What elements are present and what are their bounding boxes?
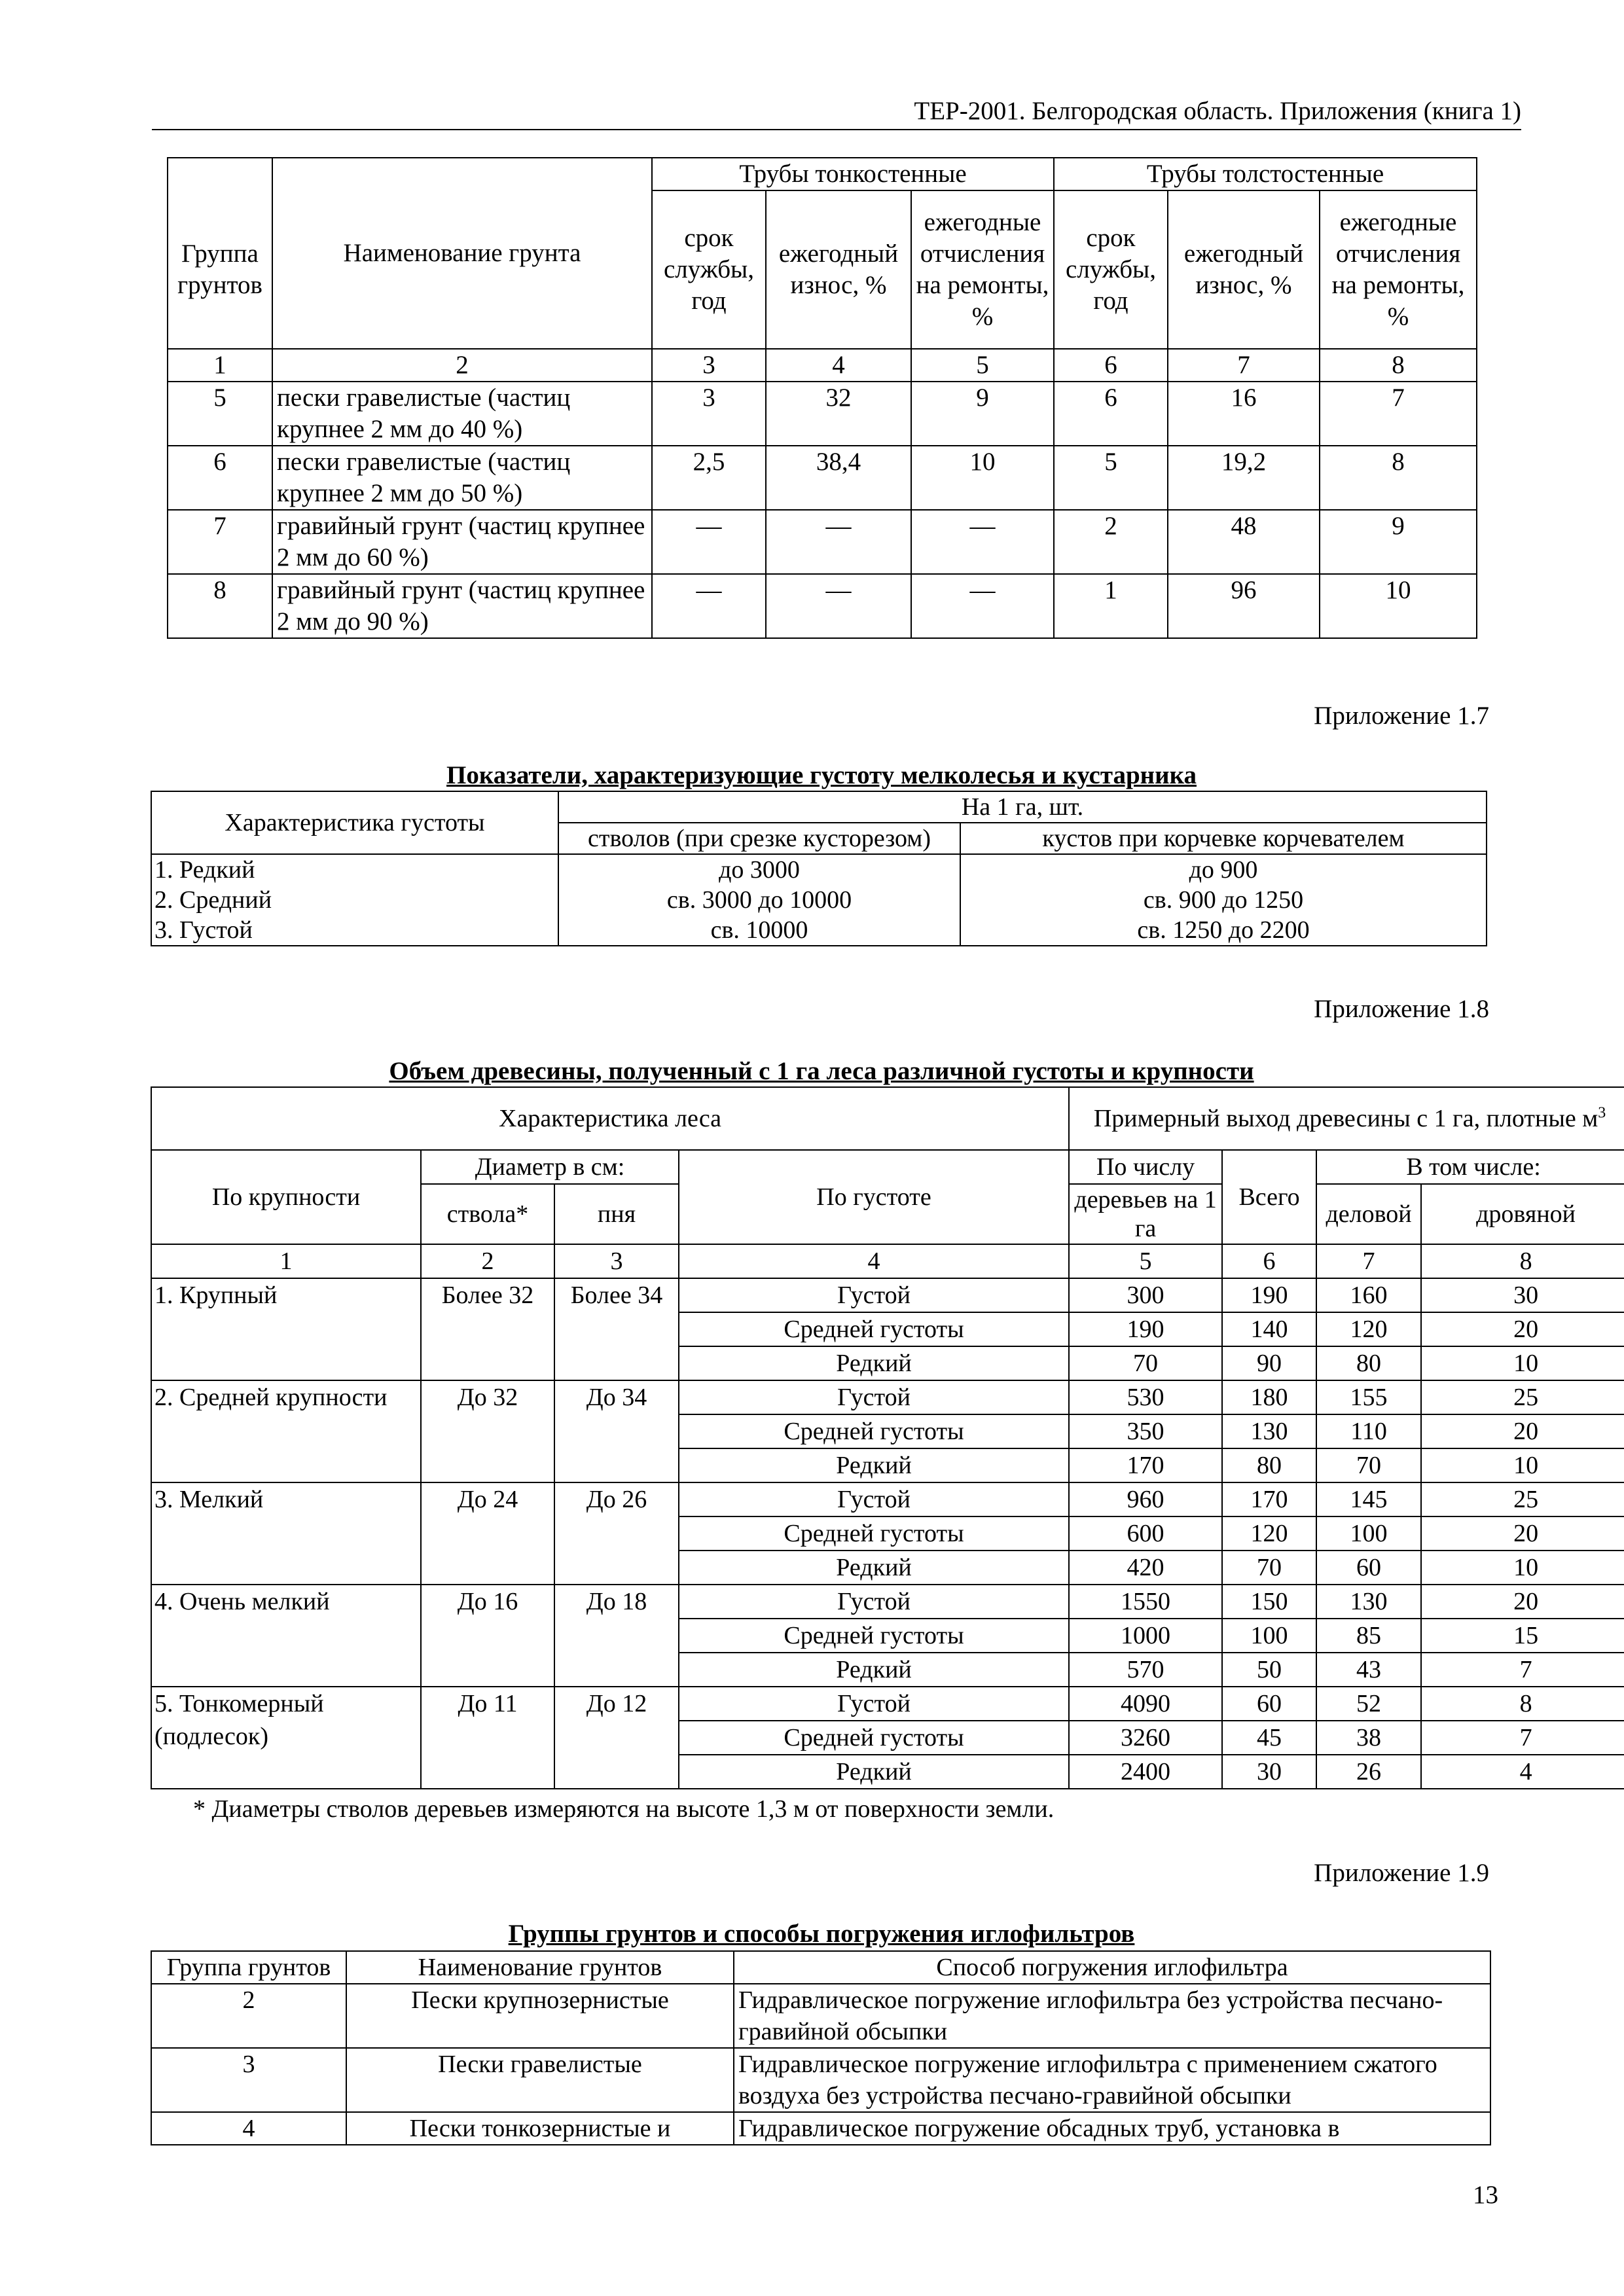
- cell-size: 4. Очень мелкий: [151, 1585, 421, 1687]
- header-soil-group: Группа грунтов: [151, 1951, 346, 1984]
- table-row: [168, 382, 1477, 446]
- cell-density: Густой: [679, 1278, 1069, 1312]
- cell-value: 96: [1168, 574, 1320, 638]
- cell-business: 38: [1316, 1721, 1421, 1755]
- page-number: 13: [1473, 2181, 1498, 2209]
- cell-firewood: 10: [1421, 1448, 1624, 1482]
- cell-value: 3: [652, 382, 766, 446]
- cell-total: 140: [1222, 1312, 1316, 1346]
- col-num: 8: [1421, 1244, 1624, 1278]
- cell-trees: 530: [1069, 1380, 1222, 1414]
- cell-density: Густой: [679, 1482, 1069, 1516]
- cell-business: 155: [1316, 1380, 1421, 1414]
- header-firewood: дровяной: [1421, 1184, 1624, 1244]
- appendix-label-1-8: Приложение 1.8: [1314, 995, 1489, 1023]
- table-row: [168, 446, 1477, 510]
- cell-density: Средней густоты: [679, 1516, 1069, 1551]
- cell-trees: 3260: [1069, 1721, 1222, 1755]
- cell-firewood: 10: [1421, 1346, 1624, 1380]
- cell-stump: До 26: [554, 1482, 679, 1585]
- table4-title: Группы грунтов и способы погружения иглофильтров: [508, 1920, 1135, 1948]
- header-thick-life: срок службы, год: [1054, 190, 1168, 349]
- cell-name: гравийный грунт (частиц крупнее 2 мм до 90 %): [272, 574, 652, 638]
- cell-total: 130: [1222, 1414, 1316, 1448]
- col-num: 7: [1168, 349, 1320, 382]
- cell-trees: 300: [1069, 1278, 1222, 1312]
- cell-density: Редкий: [679, 1551, 1069, 1585]
- cell-total: 190: [1222, 1278, 1316, 1312]
- cell-trees: 600: [1069, 1516, 1222, 1551]
- cell-business: 52: [1316, 1687, 1421, 1721]
- cell-total: 70: [1222, 1551, 1316, 1585]
- cell-name: 1. Редкий: [151, 854, 558, 885]
- cell-value: 5: [1054, 446, 1168, 510]
- header-method: Способ погружения иглофильтра: [734, 1951, 1490, 1984]
- cell-size: 3. Мелкий: [151, 1482, 421, 1585]
- cell-value: 9: [911, 382, 1054, 446]
- cell-group: 2: [151, 1984, 346, 2048]
- header-per-ha: На 1 га, шт.: [558, 791, 1487, 823]
- cell-group: 4: [151, 2112, 346, 2145]
- table-row: [151, 1585, 1624, 1619]
- cell-value: 10: [1320, 574, 1477, 638]
- density-table: [151, 791, 1487, 946]
- header-thin-wear: ежегодный износ, %: [766, 190, 911, 349]
- col-num: 3: [652, 349, 766, 382]
- cell-trees: 190: [1069, 1312, 1222, 1346]
- running-header: ТЕР-2001. Белгородская область. Приложения (книга 1): [914, 97, 1521, 125]
- cell-stump: До 12: [554, 1687, 679, 1789]
- col-num: 5: [911, 349, 1054, 382]
- header-by-count: По числу: [1069, 1150, 1222, 1184]
- cell-value: 2: [1054, 510, 1168, 574]
- cell-total: 120: [1222, 1516, 1316, 1551]
- cell-name: Пески крупнозернистые: [346, 1984, 734, 2048]
- cell-firewood: 20: [1421, 1312, 1624, 1346]
- cell-size: 1. Крупный: [151, 1278, 421, 1380]
- header-stump: пня: [554, 1184, 679, 1244]
- cell-name: Пески гравелистые: [346, 2048, 734, 2112]
- cell-firewood: 20: [1421, 1516, 1624, 1551]
- cell-density: Редкий: [679, 1346, 1069, 1380]
- cell-density: Густой: [679, 1380, 1069, 1414]
- timber-volume-table: [151, 1086, 1624, 1789]
- cell-density: Средней густоты: [679, 1312, 1069, 1346]
- header-bushes: кустов при корчевке корчевателем: [960, 823, 1487, 854]
- cell-total: 90: [1222, 1346, 1316, 1380]
- cell-method: Гидравлическое погружение иглофильтра с применением сжатого воздуха без устройства песчано-гравийной обсыпки: [734, 2048, 1490, 2112]
- cell-density: Густой: [679, 1687, 1069, 1721]
- cell-trunk: До 24: [421, 1482, 554, 1585]
- col-num: 1: [151, 1244, 421, 1278]
- cell-trunk: Более 32: [421, 1278, 554, 1380]
- cell-group: 6: [168, 446, 272, 510]
- cell-trunk: До 16: [421, 1585, 554, 1687]
- table-row: [151, 2112, 1490, 2145]
- wellpoint-table: [151, 1950, 1491, 2145]
- header-divider: [152, 129, 1521, 130]
- header-thick-repair: ежегодные отчисления на ремонты, %: [1320, 190, 1477, 349]
- table-row: [151, 915, 1487, 946]
- cell-value: 32: [766, 382, 911, 446]
- cell-business: 85: [1316, 1619, 1421, 1653]
- cell-trees: 170: [1069, 1448, 1222, 1482]
- cell-total: 150: [1222, 1585, 1316, 1619]
- cell-method: Гидравлическое погружение обсадных труб, установка в: [734, 2112, 1490, 2145]
- cell-value: —: [766, 574, 911, 638]
- cell-business: 26: [1316, 1755, 1421, 1789]
- cell-density: Средней густоты: [679, 1619, 1069, 1653]
- cell-density: Средней густоты: [679, 1721, 1069, 1755]
- cell-business: 145: [1316, 1482, 1421, 1516]
- cell-value: до 900: [960, 854, 1487, 885]
- cell-density: Редкий: [679, 1755, 1069, 1789]
- cell-firewood: 7: [1421, 1721, 1624, 1755]
- cell-trunk: До 11: [421, 1687, 554, 1789]
- cell-trees: 4090: [1069, 1687, 1222, 1721]
- cell-firewood: 8: [1421, 1687, 1624, 1721]
- cell-trees: 70: [1069, 1346, 1222, 1380]
- cell-business: 100: [1316, 1516, 1421, 1551]
- cell-name: пески гравелистые (частиц крупнее 2 мм до 40 %): [272, 382, 652, 446]
- cell-stump: До 18: [554, 1585, 679, 1687]
- header-density-char: Характеристика густоты: [151, 791, 558, 854]
- header-trees-per-ha: деревьев на 1 га: [1069, 1184, 1222, 1244]
- header-thin-pipes: Трубы тонкостенные: [652, 158, 1054, 190]
- cell-value: 19,2: [1168, 446, 1320, 510]
- cell-name: 2. Средний: [151, 885, 558, 915]
- cell-total: 170: [1222, 1482, 1316, 1516]
- col-num: 2: [272, 349, 652, 382]
- header-forest-char: Характеристика леса: [151, 1087, 1069, 1150]
- header-soil-names: Наименование грунтов: [346, 1951, 734, 1984]
- header-trunk: ствола*: [421, 1184, 554, 1244]
- header-business: деловой: [1316, 1184, 1421, 1244]
- cell-trees: 1550: [1069, 1585, 1222, 1619]
- header-density: По густоте: [679, 1150, 1069, 1244]
- table-row: [151, 1482, 1624, 1516]
- cell-stump: Более 34: [554, 1278, 679, 1380]
- cell-density: Густой: [679, 1585, 1069, 1619]
- cell-density: Редкий: [679, 1448, 1069, 1482]
- cell-size: 5. Тонкомерный (подлесок): [151, 1687, 421, 1789]
- cell-total: 80: [1222, 1448, 1316, 1482]
- cell-value: 2,5: [652, 446, 766, 510]
- col-num: 2: [421, 1244, 554, 1278]
- col-num: 4: [766, 349, 911, 382]
- column-number-row: [168, 349, 1477, 382]
- cell-firewood: 15: [1421, 1619, 1624, 1653]
- header-thin-life: срок службы, год: [652, 190, 766, 349]
- cell-business: 70: [1316, 1448, 1421, 1482]
- cell-total: 45: [1222, 1721, 1316, 1755]
- cell-trees: 350: [1069, 1414, 1222, 1448]
- table-row: [151, 1278, 1624, 1312]
- cell-stump: До 34: [554, 1380, 679, 1482]
- table3-footnote: * Диаметры стволов деревьев измеряются на высоте 1,3 м от поверхности земли.: [193, 1795, 1055, 1823]
- table-row: [151, 1984, 1490, 2048]
- col-num: 4: [679, 1244, 1069, 1278]
- cell-firewood: 25: [1421, 1482, 1624, 1516]
- cell-firewood: 10: [1421, 1551, 1624, 1585]
- col-num: 7: [1316, 1244, 1421, 1278]
- cell-value: 16: [1168, 382, 1320, 446]
- cell-business: 110: [1316, 1414, 1421, 1448]
- cell-business: 120: [1316, 1312, 1421, 1346]
- cell-value: 8: [1320, 446, 1477, 510]
- col-num: 5: [1069, 1244, 1222, 1278]
- header-thin-repair: ежегодные отчисления на ремонты, %: [911, 190, 1054, 349]
- header-including: В том числе:: [1316, 1150, 1624, 1184]
- cell-value: —: [911, 574, 1054, 638]
- cell-firewood: 30: [1421, 1278, 1624, 1312]
- header-output-text: Примерный выход древесины с 1 га, плотные м: [1093, 1105, 1598, 1132]
- cell-value: 6: [1054, 382, 1168, 446]
- col-num: 6: [1222, 1244, 1316, 1278]
- cell-firewood: 25: [1421, 1380, 1624, 1414]
- cell-trees: 960: [1069, 1482, 1222, 1516]
- appendix-label-1-9: Приложение 1.9: [1314, 1859, 1489, 1887]
- col-num: 1: [168, 349, 272, 382]
- col-num: 6: [1054, 349, 1168, 382]
- cell-firewood: 20: [1421, 1414, 1624, 1448]
- cell-value: —: [911, 510, 1054, 574]
- cell-firewood: 20: [1421, 1585, 1624, 1619]
- cell-group: 3: [151, 2048, 346, 2112]
- cell-firewood: 7: [1421, 1653, 1624, 1687]
- cell-name: Пески тонкозернистые и: [346, 2112, 734, 2145]
- appendix-label-1-7: Приложение 1.7: [1314, 702, 1489, 730]
- table-row: [151, 1380, 1624, 1414]
- cell-trees: 570: [1069, 1653, 1222, 1687]
- table-row: [168, 510, 1477, 574]
- cell-firewood: 4: [1421, 1755, 1624, 1789]
- cell-business: 60: [1316, 1551, 1421, 1585]
- cell-value: 10: [911, 446, 1054, 510]
- header-output: [1069, 1087, 1624, 1150]
- header-soil-group: [168, 158, 272, 349]
- header-output-sup: 3: [1598, 1104, 1606, 1122]
- cell-group: 5: [168, 382, 272, 446]
- cell-total: 60: [1222, 1687, 1316, 1721]
- cell-value: —: [652, 510, 766, 574]
- col-num: 3: [554, 1244, 679, 1278]
- cell-trunk: До 32: [421, 1380, 554, 1482]
- cell-value: 7: [1320, 382, 1477, 446]
- table-row: [151, 2048, 1490, 2112]
- cell-total: 30: [1222, 1755, 1316, 1789]
- table-row: [151, 1687, 1624, 1721]
- cell-trees: 1000: [1069, 1619, 1222, 1653]
- cell-trees: 2400: [1069, 1755, 1222, 1789]
- cell-value: —: [652, 574, 766, 638]
- cell-name: 3. Густой: [151, 915, 558, 946]
- header-soil-group-l1: Группа: [181, 240, 259, 268]
- header-stems: стволов (при срезке кусторезом): [558, 823, 960, 854]
- table2-title: Показатели, характеризующие густоту мелколесья и кустарника: [446, 761, 1197, 789]
- cell-method: Гидравлическое погружение иглофильтра без устройства песчано-гравийной обсыпки: [734, 1984, 1490, 2048]
- header-soil-group-l2: грунтов: [177, 271, 262, 299]
- cell-group: 8: [168, 574, 272, 638]
- header-soil-name: Наименование грунта: [272, 158, 652, 349]
- table-row: [151, 885, 1487, 915]
- column-number-row: [151, 1244, 1624, 1278]
- cell-total: 180: [1222, 1380, 1316, 1414]
- header-diameter: Диаметр в см:: [421, 1150, 679, 1184]
- cell-name: пески гравелистые (частиц крупнее 2 мм до 50 %): [272, 446, 652, 510]
- header-size: По крупности: [151, 1150, 421, 1244]
- cell-total: 100: [1222, 1619, 1316, 1653]
- cell-trees: 420: [1069, 1551, 1222, 1585]
- cell-density: Средней густоты: [679, 1414, 1069, 1448]
- table-row: [151, 854, 1487, 885]
- header-total: Всего: [1222, 1150, 1316, 1244]
- table-row: [168, 574, 1477, 638]
- cell-value: 48: [1168, 510, 1320, 574]
- cell-value: 38,4: [766, 446, 911, 510]
- cell-value: 1: [1054, 574, 1168, 638]
- cell-density: Редкий: [679, 1653, 1069, 1687]
- cell-value: св. 3000 до 10000: [558, 885, 960, 915]
- cell-value: до 3000: [558, 854, 960, 885]
- cell-total: 50: [1222, 1653, 1316, 1687]
- cell-business: 160: [1316, 1278, 1421, 1312]
- col-num: 8: [1320, 349, 1477, 382]
- cell-value: св. 1250 до 2200: [960, 915, 1487, 946]
- cell-business: 80: [1316, 1346, 1421, 1380]
- cell-business: 130: [1316, 1585, 1421, 1619]
- cell-value: 9: [1320, 510, 1477, 574]
- cell-value: св. 10000: [558, 915, 960, 946]
- cell-value: —: [766, 510, 911, 574]
- cell-name: гравийный грунт (частиц крупнее 2 мм до 60 %): [272, 510, 652, 574]
- cell-size: 2. Средней крупности: [151, 1380, 421, 1482]
- cell-value: св. 900 до 1250: [960, 885, 1487, 915]
- table3-title: Объем древесины, полученный с 1 га леса различной густоты и крупности: [389, 1057, 1254, 1085]
- cell-group: 7: [168, 510, 272, 574]
- header-thick-pipes: Трубы толстостенные: [1054, 158, 1477, 190]
- cell-business: 43: [1316, 1653, 1421, 1687]
- pipe-wear-table: [167, 157, 1477, 639]
- header-thick-wear: ежегодный износ, %: [1168, 190, 1320, 349]
